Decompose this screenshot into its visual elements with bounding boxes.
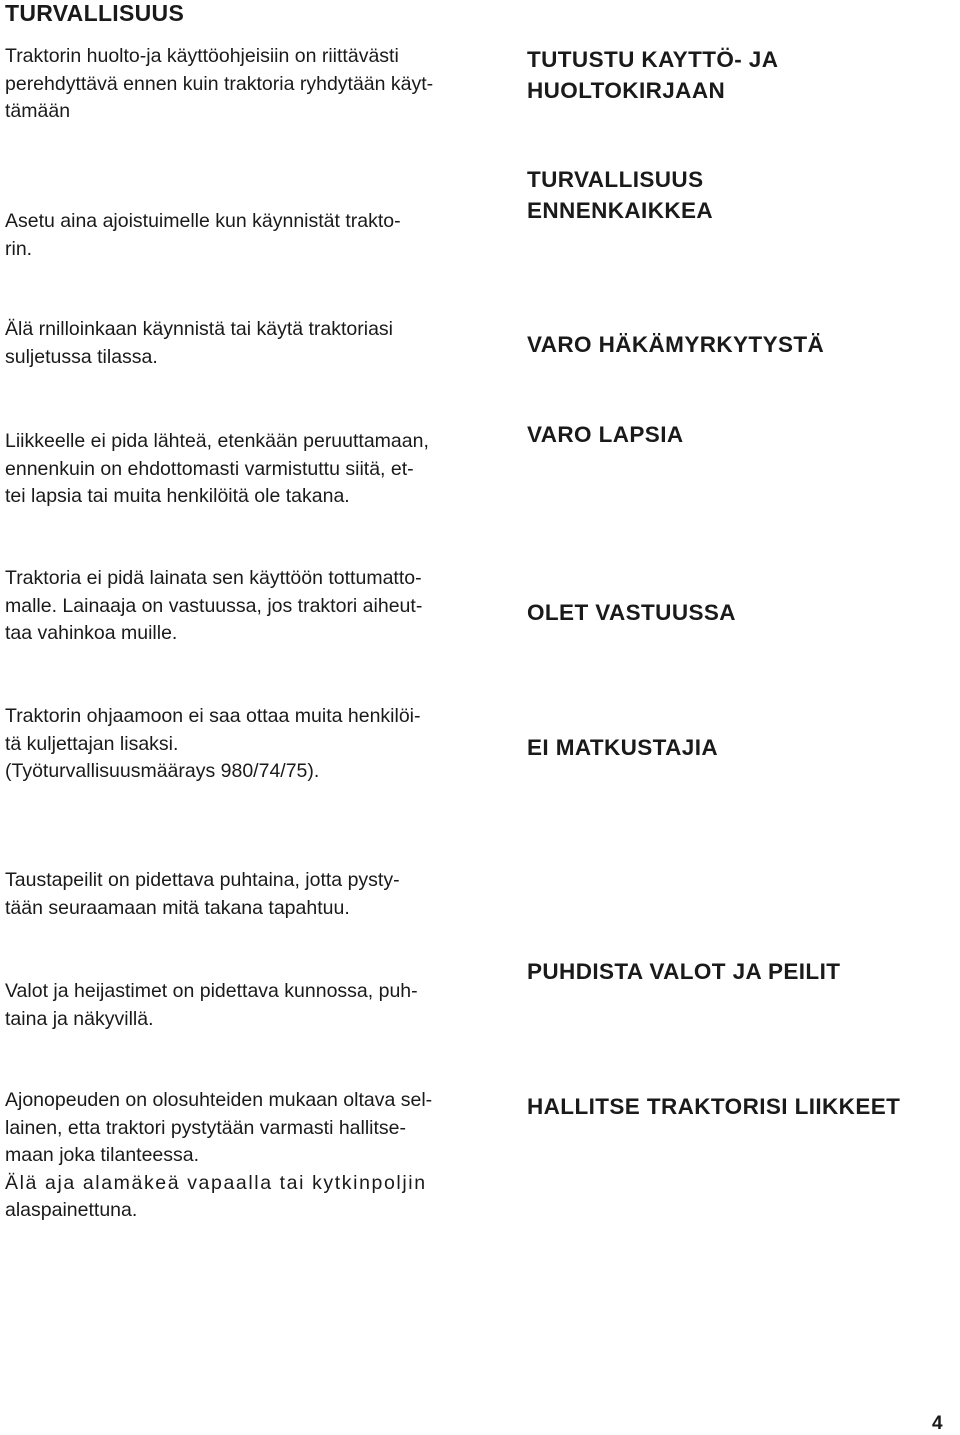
- text-line: tään seuraamaan mitä takana tapahtuu.: [5, 896, 350, 919]
- text-line: malle. Lainaaja on vastuussa, jos traktori aiheut-: [5, 594, 423, 617]
- text-line: Valot ja heijastimet on pidettava kunnossa, puh-: [5, 980, 418, 1002]
- paragraph: [5, 43, 493, 126]
- paragraph: [5, 316, 493, 371]
- caps-line: HUOLTOKIRJAAN: [527, 78, 726, 103]
- text-line: maan joka tilanteessa.: [5, 1144, 200, 1166]
- text-line: tei lapsia tai muita henkilöitä ole takana.: [5, 485, 350, 507]
- text-line: taa vahinkoa muille.: [5, 622, 178, 644]
- page-number: 4: [932, 1413, 943, 1434]
- text-line: (Työturvallisuusmäärays 980/74/75).: [5, 760, 320, 782]
- paragraph: [5, 208, 493, 263]
- paragraph: [5, 1087, 493, 1225]
- text-line: tämään: [5, 100, 71, 122]
- caps-line: HALLITSE TRAKTORISI LIIKKEET: [527, 1094, 901, 1119]
- text-line: Älä aja alamäkeä vapaalla tai kytkinpoljin: [5, 1171, 427, 1194]
- text-line: lainen, etta traktori pystytään varmasti hallitse-: [5, 1116, 407, 1139]
- caps-heading: [527, 1091, 900, 1122]
- text-line: alaspainettuna.: [5, 1199, 138, 1221]
- caps-heading: [527, 44, 778, 106]
- text-line: tä kuljettajan lisaksi.: [5, 732, 179, 755]
- text-line: Älä rnilloinkaan käynnistä tai käytä traktoriasi: [5, 318, 394, 340]
- text-line: taina ja näkyvillä.: [5, 1007, 154, 1030]
- text-line: perehdyttävä ennen kuin traktoria ryhdytään käyt-: [5, 72, 434, 95]
- caps-heading: [527, 164, 713, 226]
- paragraph: [5, 428, 493, 511]
- caps-line: EI MATKUSTAJIA: [527, 735, 719, 760]
- text-line: Traktorin ohjaamoon ei saa ottaa muita henkilöi-: [5, 705, 421, 727]
- paragraph: [5, 703, 493, 786]
- caps-line: OLET VASTUUSSA: [527, 600, 736, 625]
- caps-line: TURVALLISUUS: [527, 167, 704, 192]
- caps-heading: [527, 597, 736, 628]
- paragraph: [5, 867, 493, 922]
- caps-line: VARO HÄKÄMYRKYTYSTÄ: [527, 332, 825, 357]
- text-line: Liikkeelle ei pida lähteä, etenkään peruuttamaan,: [5, 430, 429, 452]
- caps-heading: [527, 329, 824, 360]
- caps-heading: [527, 956, 840, 987]
- caps-line: VARO LAPSIA: [527, 422, 684, 447]
- caps-line: TUTUSTU KAYTTÖ- JA: [527, 47, 779, 72]
- paragraph: [5, 565, 493, 648]
- caps-heading: [527, 732, 718, 763]
- text-line: suljetussa tilassa.: [5, 345, 158, 368]
- caps-line: ENNENKAIKKEA: [527, 198, 714, 223]
- text-line: Taustapeilit on pidettava puhtaina, jotta pysty-: [5, 869, 400, 891]
- text-line: rin.: [5, 237, 33, 260]
- text-line: Traktorin huolto-ja käyttöohjeisiin on riittävästi: [5, 45, 399, 67]
- caps-line: PUHDISTA VALOT JA PEILIT: [527, 959, 841, 984]
- text-line: ennenkuin on ehdottomasti varmistuttu siitä, et-: [5, 457, 414, 480]
- caps-heading: [527, 419, 684, 450]
- text-line: Traktoria ei pidä lainata sen käyttöön tottumatto-: [5, 567, 422, 589]
- text-line: Asetu aina ajoistuimelle kun käynnistät trakto-: [5, 210, 401, 232]
- page-heading: TURVALLISUUS: [5, 0, 185, 26]
- paragraph: [5, 978, 493, 1033]
- text-line: Ajonopeuden on olosuhteiden mukaan oltava sel-: [5, 1089, 433, 1111]
